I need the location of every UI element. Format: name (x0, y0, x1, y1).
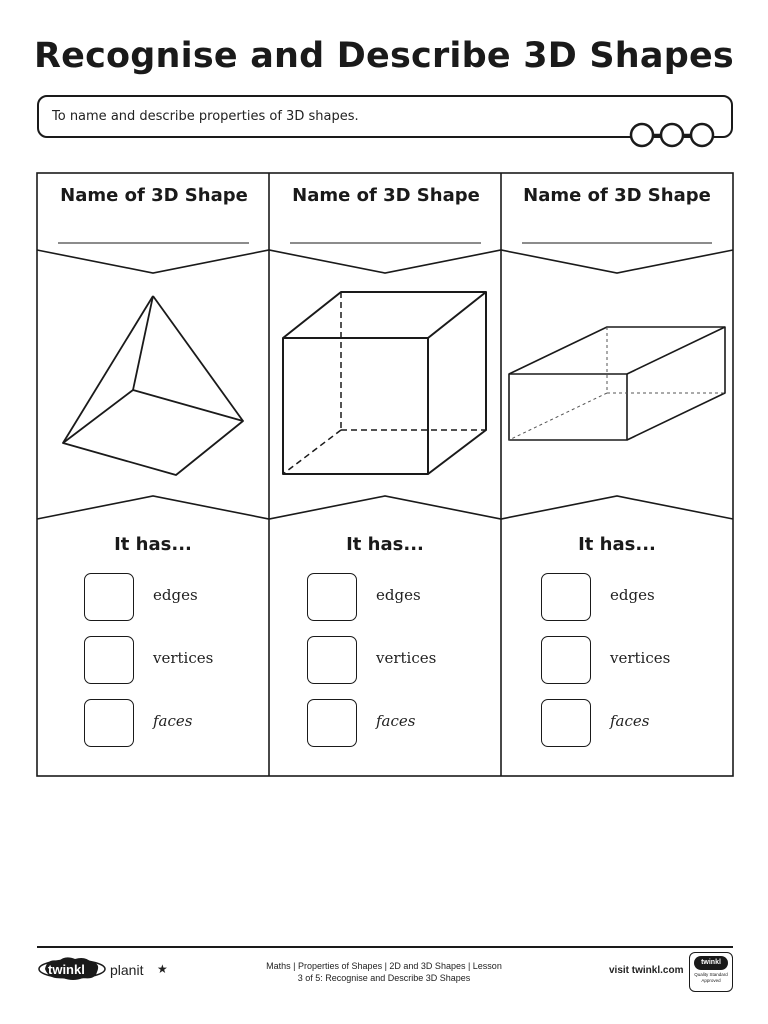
edges-label: edges (610, 586, 655, 604)
square-based-pyramid-icon (63, 296, 243, 475)
learning-objective-text: To name and describe properties of 3D shapes. (52, 109, 359, 124)
shape-name-heading-1: Name of 3D Shape (60, 185, 248, 206)
footer-lesson-line-2: 3 of 5: Recognise and Describe 3D Shapes (297, 973, 471, 983)
it-has-heading-3: It has... (578, 534, 656, 555)
faces-answer-box[interactable] (307, 699, 357, 747)
planit-logo-text: planit (110, 962, 144, 978)
faces-label: faces (610, 712, 650, 730)
faces-label: faces (376, 712, 416, 730)
footer-divider (37, 946, 733, 948)
vertices-answer-box[interactable] (541, 636, 591, 684)
vertices-answer-box[interactable] (307, 636, 357, 684)
footer-lesson-line-1: Maths | Properties of Shapes | 2D and 3D Shapes | Lesson (266, 961, 502, 971)
quality-badge-line-1: Quality Standard (694, 972, 728, 977)
edges-label: edges (376, 586, 421, 604)
cube-icon (283, 292, 486, 474)
faces-answer-box[interactable] (84, 699, 134, 747)
vertices-label: vertices (610, 649, 671, 667)
it-has-heading-1: It has... (114, 534, 192, 555)
quality-badge-line-2: Approved (701, 978, 721, 983)
visit-link[interactable]: visit twinkl.com (609, 965, 684, 976)
quality-standard-badge-icon (689, 952, 733, 992)
faces-label: faces (153, 712, 193, 730)
star-icon: ★ (157, 962, 168, 976)
edges-label: edges (153, 586, 198, 604)
cuboid-icon (509, 327, 725, 440)
vertices-answer-box[interactable] (84, 636, 134, 684)
edges-answer-box[interactable] (84, 573, 134, 621)
vertices-label: vertices (153, 649, 214, 667)
vertices-label: vertices (376, 649, 437, 667)
twinkl-logo-text: twinkl (48, 962, 85, 977)
edges-answer-box[interactable] (541, 573, 591, 621)
quality-badge-brand: twinkl (694, 956, 728, 970)
shape-name-heading-2: Name of 3D Shape (292, 185, 480, 206)
it-has-heading-2: It has... (346, 534, 424, 555)
shape-name-heading-3: Name of 3D Shape (523, 185, 711, 206)
edges-answer-box[interactable] (307, 573, 357, 621)
faces-answer-box[interactable] (541, 699, 591, 747)
page-title: Recognise and Describe 3D Shapes (34, 36, 734, 76)
quality-badge-text (690, 972, 732, 984)
